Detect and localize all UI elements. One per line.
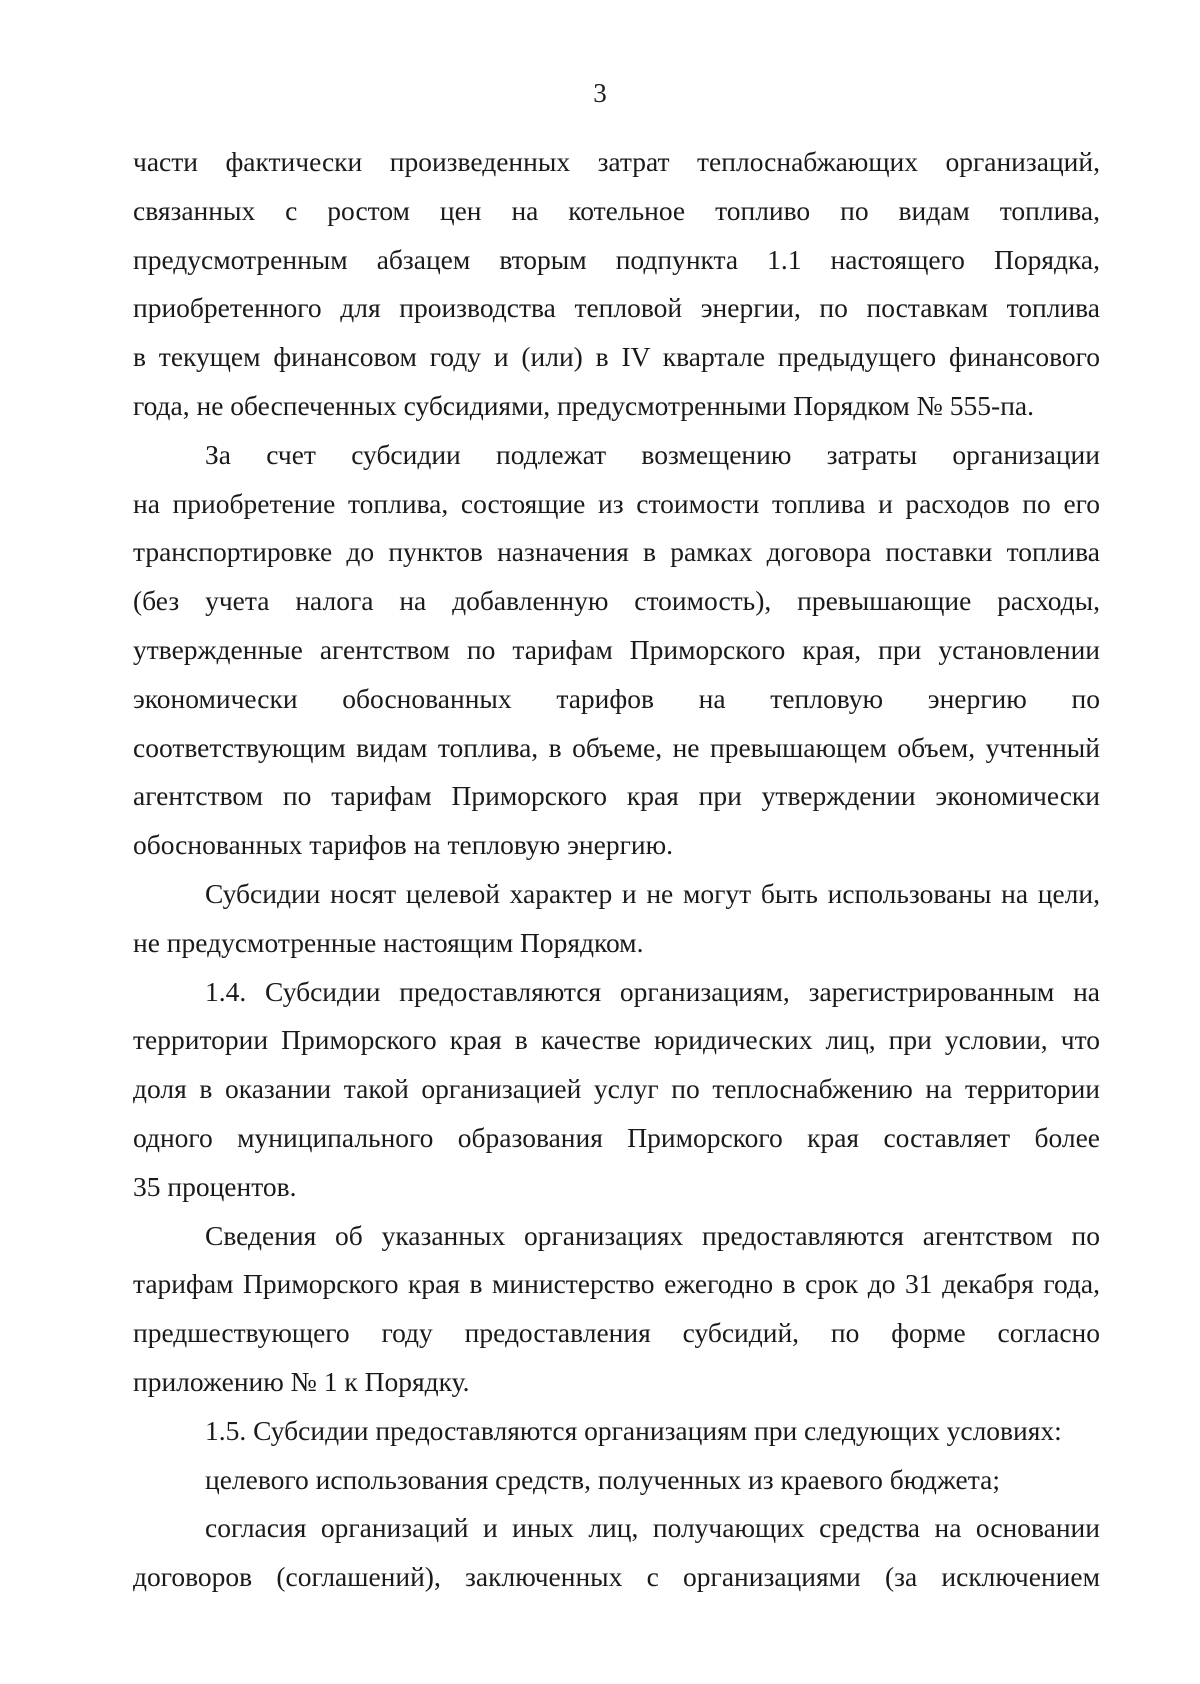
text-line: части фактически произведенных затрат теплоснабжающих организаций, bbox=[133, 146, 1100, 177]
text-line: согласия организаций и иных лиц, получающих средства на основании bbox=[205, 1512, 1100, 1544]
text-line: целевого использования средств, полученных из краевого бюджета; bbox=[205, 1463, 1000, 1495]
text-line: экономически обоснованных тарифов на тепловую энергию по bbox=[133, 682, 1100, 714]
text-line: Сведения об указанных организациях предоставляются агентством по bbox=[205, 1219, 1100, 1251]
text-line: Субсидии носят целевой характер и не могут быть использованы на цели, bbox=[205, 877, 1100, 909]
text-line: на приобретение топлива, состоящие из стоимости топлива и расходов по его bbox=[133, 487, 1100, 519]
text-line: утвержденные агентством по тарифам Приморского края, при установлении bbox=[133, 633, 1100, 665]
text-line: 1.5. Субсидии предоставляются организациям при следующих условиях: bbox=[205, 1414, 1062, 1446]
text-line: приобретенного для производства тепловой энергии, по поставкам топлива bbox=[133, 292, 1100, 324]
text-line: 1.4. Субсидии предоставляются организациям, зарегистрированным на bbox=[205, 975, 1100, 1007]
text-line: соответствующим видам топлива, в объеме, не превышающем объем, учтенный bbox=[133, 731, 1100, 763]
text-line: договоров (соглашений), заключенных с организациями (за исключением bbox=[133, 1561, 1100, 1593]
text-line: предшествующего году предоставления субсидий, по форме согласно bbox=[133, 1317, 1100, 1349]
text-line: (без учета налога на добавленную стоимость), превышающие расходы, bbox=[133, 585, 1100, 617]
text-line: не предусмотренные настоящим Порядком. bbox=[133, 926, 644, 958]
text-line: тарифам Приморского края в министерство ежегодно в срок до 31 декабря года, bbox=[133, 1268, 1100, 1300]
document-body bbox=[133, 138, 1100, 1602]
text-line: 35 процентов. bbox=[133, 1170, 297, 1202]
text-line: За счет субсидии подлежат возмещению затраты организации bbox=[205, 438, 1100, 470]
text-line: территории Приморского края в качестве юридических лиц, при условии, что bbox=[133, 1024, 1100, 1056]
text-line: агентством по тарифам Приморского края при утверждении экономически bbox=[133, 780, 1100, 812]
text-line: в текущем финансовом году и (или) в IV квартале предыдущего финансового bbox=[133, 341, 1100, 373]
text-line: транспортировке до пунктов назначения в рамках договора поставки топлива bbox=[133, 536, 1100, 568]
page-number: 3 bbox=[593, 78, 607, 108]
text-line: года, не обеспеченных субсидиями, предусмотренными Порядком № 555-па. bbox=[133, 389, 1035, 421]
text-line: приложению № 1 к Порядку. bbox=[133, 1365, 470, 1397]
text-line: предусмотренным абзацем вторым подпункта 1.1 настоящего Порядка, bbox=[133, 243, 1100, 275]
text-line: обоснованных тарифов на тепловую энергию. bbox=[133, 829, 673, 861]
text-line: доля в оказании такой организацией услуг по теплоснабжению на территории bbox=[133, 1073, 1100, 1105]
text-line: одного муниципального образования Приморского края составляет более bbox=[133, 1121, 1100, 1153]
text-line: связанных с ростом цен на котельное топливо по видам топлива, bbox=[133, 194, 1100, 226]
